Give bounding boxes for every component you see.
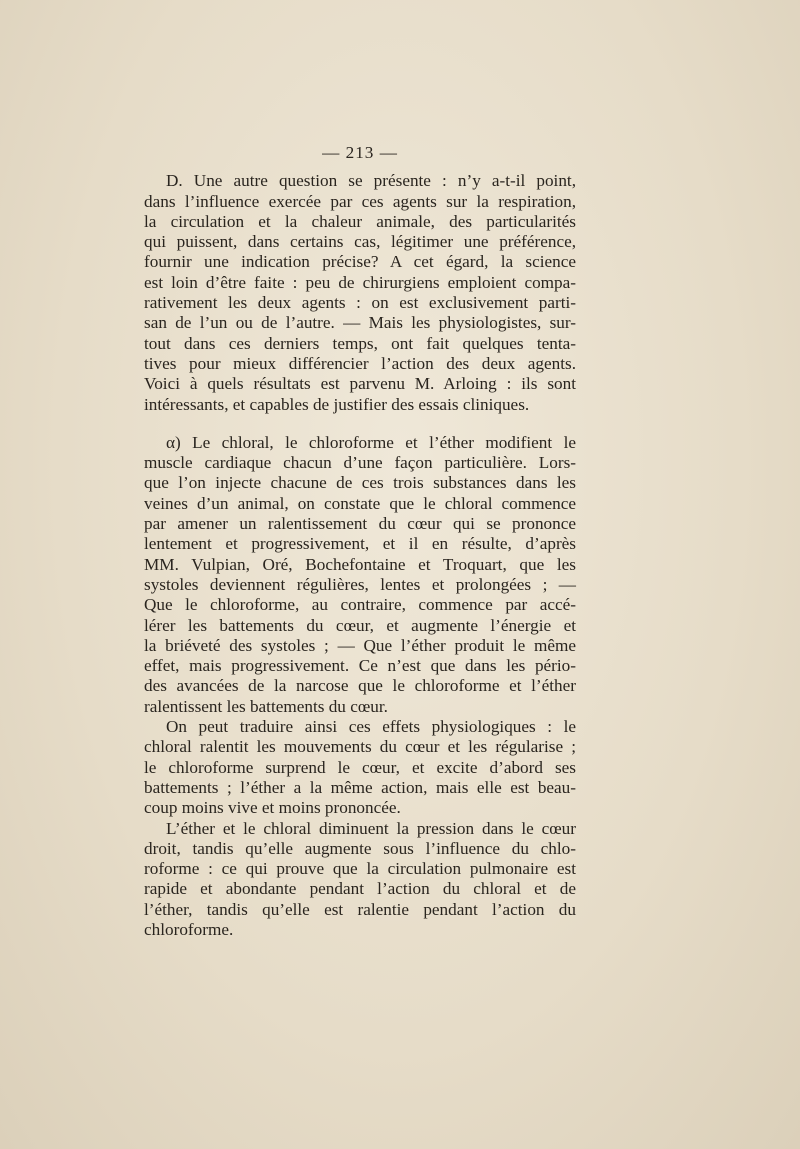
text-line: san de l’un ou de l’autre. — Mais les physiologistes, sur- [144,313,576,333]
text-line: tout dans ces derniers temps, ont fait quelques tenta- [144,333,576,353]
text-line: la briéveté des systoles ; — Que l’éther produit le même [144,635,576,655]
text-line: fournir une indication précise? A cet égard, la science [144,252,576,272]
text-line: Que le chloroforme, au contraire, commence par accé- [144,595,576,615]
text-line: veines d’un animal, on constate que le chloral commence [144,493,576,513]
paragraph [144,171,576,415]
text-line: chloral ralentit les mouvements du cœur et les régularise ; [144,737,576,757]
text-line: ralentissent les battements du cœur. [144,696,388,716]
text-line: MM. Vulpian, Oré, Bochefontaine et Troquart, que les [144,554,576,574]
text-line: D. Une autre question se présente : n’y a-t-il point, [166,171,576,191]
text-line: tives pour mieux différencier l’action des deux agents. [144,353,576,373]
text-line: que l’on injecte chacune de ces trois substances dans les [144,473,576,493]
text-line: coup moins vive et moins prononcée. [144,798,401,818]
text-line: L’éther et le chloral diminuent la pression dans le cœur [166,818,576,838]
text-line: le chloroforme surprend le cœur, et excite d’abord ses [144,757,576,777]
text-line: effet, mais progressivement. Ce n’est que dans les pério- [144,656,576,676]
page-text [144,143,576,940]
text-line: On peut traduire ainsi ces effets physiologiques : le [166,717,576,737]
text-line: droit, tandis qu’elle augmente sous l’influence du chlo- [144,838,576,858]
paragraph-gap [144,415,576,433]
text-line: rapide et abondante pendant l’action du chloral et de [144,879,576,899]
text-line: α) Le chloral, le chloroforme et l’éther modifient le [166,432,576,452]
text-line: systoles deviennent régulières, lentes et prolongées ; — [144,574,576,594]
text-line: la circulation et la chaleur animale, des particularités [144,211,576,231]
text-line: muscle cardiaque chacun d’une façon particulière. Lors- [144,453,576,473]
text-line: qui puissent, dans certains cas, légitimer une préférence, [144,232,576,252]
paragraph [144,433,576,717]
paragraph [144,717,576,818]
text-line: Voici à quels résultats est parvenu M. Arloing : ils sont [144,374,576,394]
text-line: chloroforme. [144,919,234,939]
body-text [144,171,576,940]
text-line: est loin d’être faite : peu de chirurgiens emploient compa- [144,272,576,292]
text-line: rativement les deux agents : on est exclusivement parti- [144,293,576,313]
page-number: — 213 — [322,143,398,162]
text-line: battements ; l’éther a la même action, mais elle est beau- [144,777,576,797]
text-line: roforme : ce qui prouve que la circulation pulmonaire est [144,859,576,879]
text-line: intéressants, et capables de justifier des essais cliniques. [144,394,530,414]
text-line: dans l’influence exercée par ces agents sur la respiration, [144,191,576,211]
paragraph [144,819,576,941]
text-line: l’éther, tandis qu’elle est ralentie pendant l’action du [144,899,576,919]
text-line: des avancées de la narcose que le chloroforme et l’éther [144,676,576,696]
text-line: par amener un ralentissement du cœur qui se prononce [144,514,576,534]
text-line: lérer les battements du cœur, et augmente l’énergie et [144,615,576,635]
text-line: lentement et progressivement, et il en résulte, d’après [144,534,576,554]
